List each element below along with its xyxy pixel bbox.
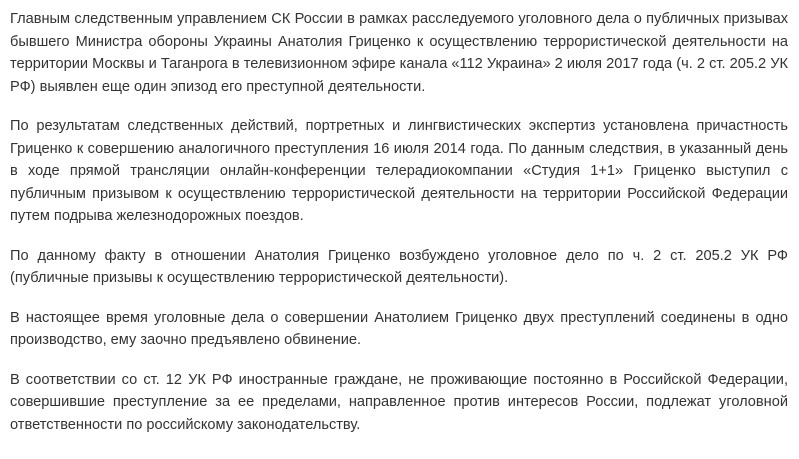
article-paragraph-4: В настоящее время уголовные дела о совершении Анатолием Гриценко двух преступлений соединены в одно производство, ему заочно предъявлено обвинение. bbox=[10, 309, 788, 348]
article-paragraph-5: В соответствии со ст. 12 УК РФ иностранные граждане, не проживающие постоянно в Российской Федерации, совершившие преступление за ее пределами, направленное против интересов России, подлежат уголовной ответственности по российскому законодательству. bbox=[10, 371, 788, 433]
article-paragraph-1: Главным следственным управлением СК России в рамках расследуемого уголовного дела о публичных призывах бывшего Министра обороны Украины Анатолия Гриценко к осуществлению террористической деятельности на территории Москвы и Таганрога в телевизионном эфире канала «112 Украина» 2 июля 2017 года (ч. 2 ст. 205.2 УК РФ) выявлен еще один эпизод его преступной деятельности. bbox=[10, 11, 788, 95]
article-body bbox=[10, 8, 788, 436]
article-paragraph-2: По результатам следственных действий, портретных и лингвистических экспертиз установлена причастность Гриценко к совершению аналогичного преступления 16 июля 2014 года. По данным следствия, в указанный день в ходе прямой трансляции онлайн-конференции телерадиокомпании «Студия 1+1» Гриценко выступил с публичным призывом к осуществлению террористической деятельности на территории Российской Федерации путем подрыва железнодорожных поездов. bbox=[10, 118, 788, 224]
article-paragraph-3: По данному факту в отношении Анатолия Гриценко возбуждено уголовное дело по ч. 2 ст. 205.2 УК РФ (публичные призывы к осуществлению террористической деятельности). bbox=[10, 247, 788, 286]
